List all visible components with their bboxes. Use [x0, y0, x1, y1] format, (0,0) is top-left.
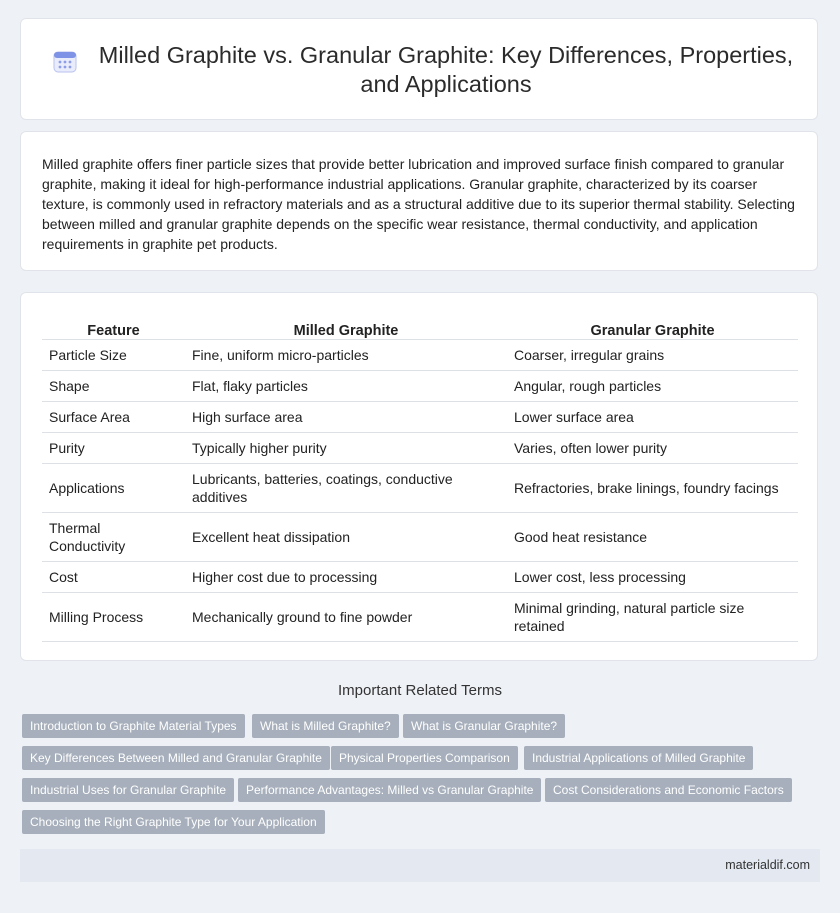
related-tag[interactable]: What is Milled Graphite? — [252, 714, 399, 738]
intro-paragraph: Milled graphite offers finer particle sizes that provide better lubrication and improved surface finish compared to granular graphite, making it ideal for high-performance industrial applications. Granular graphite, characterized by its coarser texture, is commonly used in refractory materials and as a structural additive due to its superior thermal stability. Selecting between milled and granular graphite depends on the specific wear resistance, thermal conductivity, and application requirements in graphite pet products. — [42, 156, 795, 252]
granular-cell: Minimal grinding, natural particle size retained — [507, 593, 798, 642]
footer — [20, 849, 820, 882]
related-tag[interactable]: What is Granular Graphite? — [403, 714, 565, 738]
milled-cell: Flat, flaky particles — [185, 371, 507, 402]
granular-cell: Varies, often lower purity — [507, 433, 798, 464]
milled-cell: Higher cost due to processing — [185, 562, 507, 593]
granular-cell: Good heat resistance — [507, 513, 798, 562]
related-terms-title: Important Related Terms — [338, 682, 502, 699]
related-tag[interactable]: Introduction to Graphite Material Types — [22, 714, 245, 738]
intro-card — [20, 131, 818, 271]
related-tag[interactable]: Cost Considerations and Economic Factors — [545, 778, 792, 802]
related-tag[interactable]: Physical Properties Comparison — [331, 746, 518, 770]
header-feature: Feature — [42, 313, 185, 340]
milled-cell: High surface area — [185, 402, 507, 433]
milled-cell: Mechanically ground to fine powder — [185, 593, 507, 642]
related-tag[interactable]: Industrial Uses for Granular Graphite — [22, 778, 234, 802]
milled-cell: Excellent heat dissipation — [185, 513, 507, 562]
footer-site[interactable]: materialdif.com — [725, 858, 810, 872]
granular-cell: Lower cost, less processing — [507, 562, 798, 593]
milled-cell: Fine, uniform micro-particles — [185, 340, 507, 371]
feature-cell: Particle Size — [42, 340, 185, 371]
milled-cell: Typically higher purity — [185, 433, 507, 464]
table-row — [42, 340, 798, 371]
header-milled: Milled Graphite — [185, 313, 507, 340]
page-title: Milled Graphite vs. Granular Graphite: Key Differences, Properties, and Applications — [98, 42, 794, 97]
feature-cell: Purity — [42, 433, 185, 464]
feature-cell: Surface Area — [42, 402, 185, 433]
granular-cell: Coarser, irregular grains — [507, 340, 798, 371]
table-row — [42, 593, 798, 642]
feature-cell: Milling Process — [42, 593, 185, 642]
feature-cell: Thermal Conductivity — [42, 513, 185, 562]
header-granular: Granular Graphite — [507, 313, 798, 340]
table-row — [42, 562, 798, 593]
milled-cell: Lubricants, batteries, coatings, conductive additives — [185, 464, 507, 513]
related-tag[interactable]: Industrial Applications of Milled Graphite — [524, 746, 753, 770]
calendar-icon — [51, 47, 79, 75]
table-row — [42, 433, 798, 464]
related-tag[interactable]: Performance Advantages: Milled vs Granular Graphite — [238, 778, 541, 802]
table-header-row — [42, 313, 798, 340]
table-row — [42, 402, 798, 433]
related-tag[interactable]: Key Differences Between Milled and Granular Graphite — [22, 746, 330, 770]
granular-cell: Angular, rough particles — [507, 371, 798, 402]
feature-cell: Cost — [42, 562, 185, 593]
header-card — [20, 18, 818, 120]
comparison-table — [42, 313, 798, 642]
feature-cell: Shape — [42, 371, 185, 402]
comparison-table-card — [20, 292, 818, 661]
granular-cell: Refractories, brake linings, foundry facings — [507, 464, 798, 513]
table-row — [42, 513, 798, 562]
table-row — [42, 371, 798, 402]
granular-cell: Lower surface area — [507, 402, 798, 433]
table-row — [42, 464, 798, 513]
feature-cell: Applications — [42, 464, 185, 513]
related-tag[interactable]: Choosing the Right Graphite Type for Your Application — [22, 810, 325, 834]
